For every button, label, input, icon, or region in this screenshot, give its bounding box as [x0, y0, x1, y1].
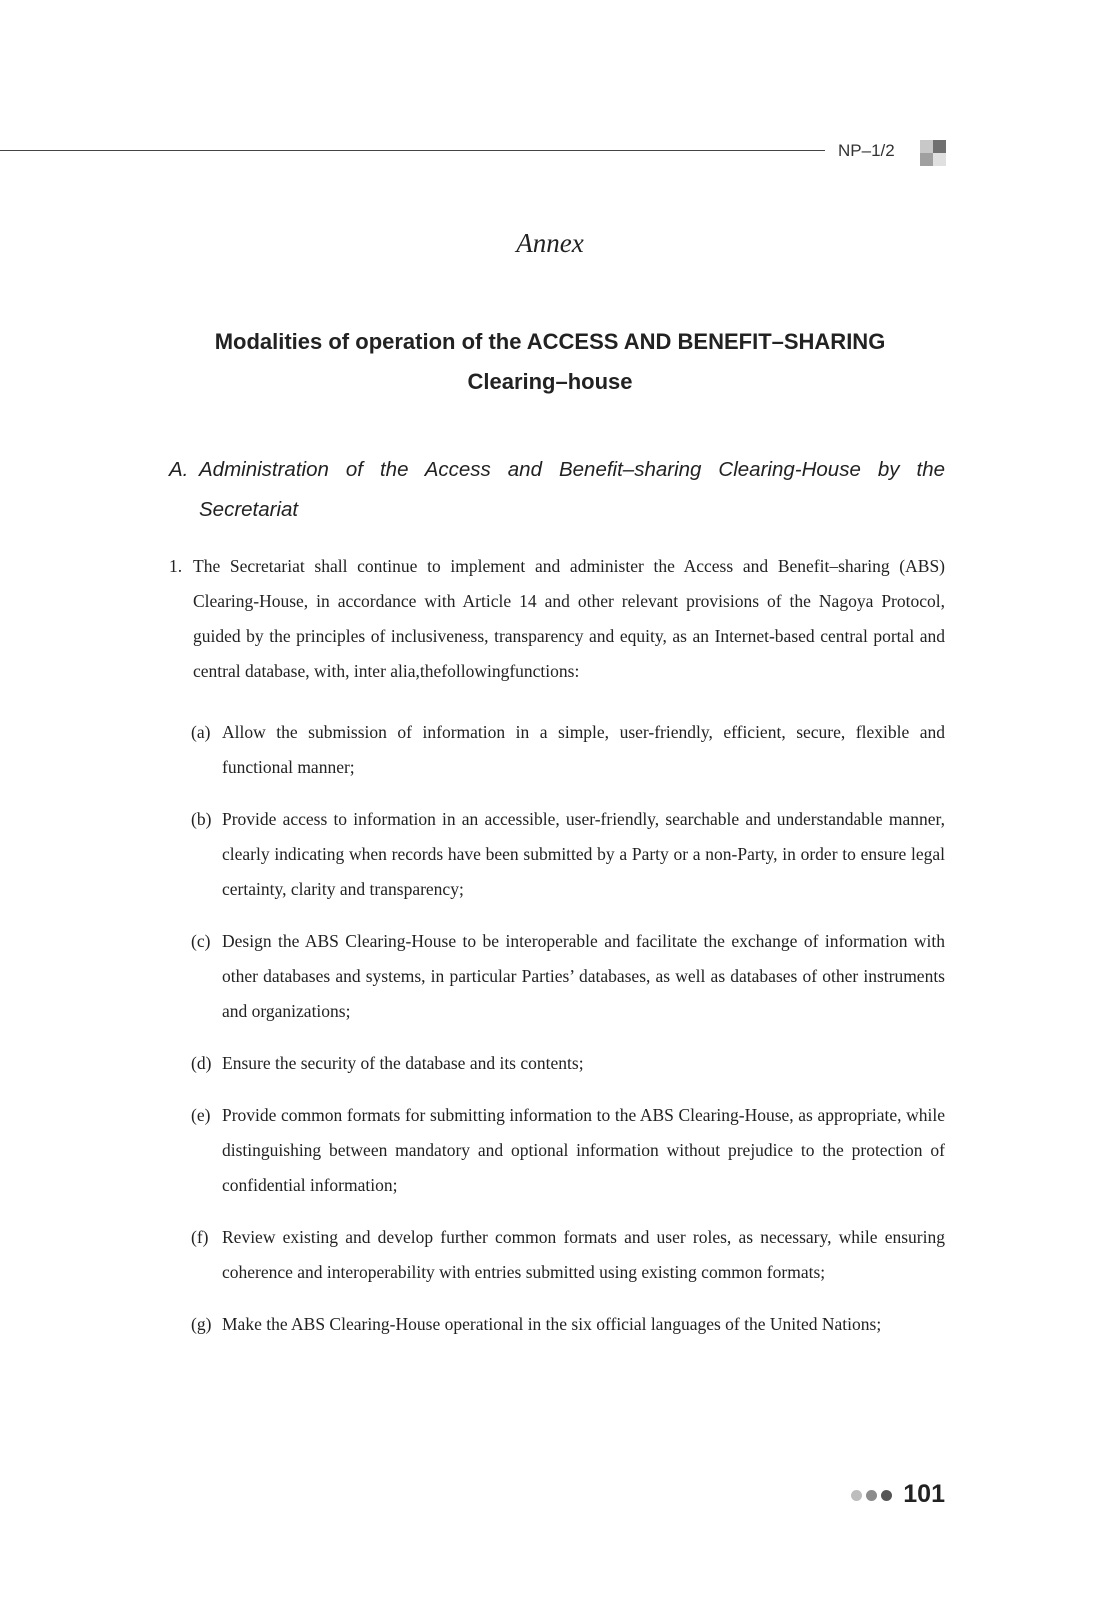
- item-label: (b): [191, 809, 212, 829]
- page-number: 101: [903, 1480, 945, 1508]
- heading-line: Modalities of operation of the ACCESS AND BENEFIT–SHARING: [214, 329, 886, 354]
- document-heading: [140, 322, 960, 402]
- list-item: [191, 1307, 945, 1342]
- item-text: Design the ABS Clearing-House to be interoperable and facilitate the exchange of information with other databases and systems, in particular Parties’ databases, as well as databases of other instruments and organizations;: [222, 931, 945, 1021]
- heading-line: Clearing–house: [467, 369, 633, 394]
- document-code: NP–1/2: [838, 141, 895, 160]
- dot: [851, 1490, 862, 1501]
- list-item: [191, 1098, 945, 1203]
- header-rule: [0, 150, 825, 151]
- page-dots-icon: [851, 1490, 895, 1502]
- item-label: (d): [191, 1053, 212, 1073]
- list-item: [191, 1046, 945, 1081]
- list-item: [191, 715, 945, 785]
- item-text: Make the ABS Clearing-House operational in the six official languages of the United Nations;: [222, 1314, 882, 1334]
- square-marker-icon: [920, 140, 946, 166]
- marker-square: [920, 140, 933, 153]
- section-title: Administration of the Access and Benefit–sharing Clearing-House by the Secretariat: [199, 458, 945, 521]
- dot: [866, 1490, 877, 1501]
- list-item: [191, 802, 945, 907]
- item-text: Provide access to information in an accessible, user-friendly, searchable and understandable manner, clearly indicating when records have been submitted by a Party or a non-Party, in order to ensure legal certainty, clarity and transparency;: [222, 809, 945, 899]
- item-label: (e): [191, 1105, 211, 1125]
- section-letter: A.: [169, 458, 189, 481]
- paragraph-1: [169, 549, 945, 689]
- marker-square: [920, 153, 933, 166]
- item-label: (c): [191, 931, 211, 951]
- marker-square: [933, 153, 946, 166]
- item-label: (f): [191, 1227, 209, 1247]
- item-text: Ensure the security of the database and its contents;: [222, 1053, 584, 1073]
- item-text: Provide common formats for submitting information to the ABS Clearing-House, as appropriate, while distinguishing between mandatory and optional information without prejudice to the protection of confidential information;: [222, 1105, 945, 1195]
- paragraph-number: 1.: [169, 556, 183, 576]
- list-item: [191, 1220, 945, 1290]
- list-item: [191, 924, 945, 1029]
- item-text: Allow the submission of information in a simple, user-friendly, efficient, secure, flexible and functional manner;: [222, 722, 945, 777]
- item-label: (a): [191, 722, 211, 742]
- section-heading: [169, 450, 945, 530]
- marker-square: [933, 140, 946, 153]
- item-text: Review existing and develop further common formats and user roles, as necessary, while ensuring coherence and interoperability with entries submitted using existing common formats;: [222, 1227, 945, 1282]
- page-title: Annex: [516, 228, 584, 258]
- function-list: [191, 715, 945, 1359]
- dot: [881, 1490, 892, 1501]
- paragraph-text: The Secretariat shall continue to implement and administer the Access and Benefit–sharing (ABS) Clearing-House, in accordance with Article 14 and other relevant provisions of the Nagoya Protocol, guided by the principles of inclusiveness, transparency and equity, as an Internet-based central portal and central database, with, inter alia,thefollowingfunctions:: [193, 556, 945, 681]
- item-label: (g): [191, 1314, 212, 1334]
